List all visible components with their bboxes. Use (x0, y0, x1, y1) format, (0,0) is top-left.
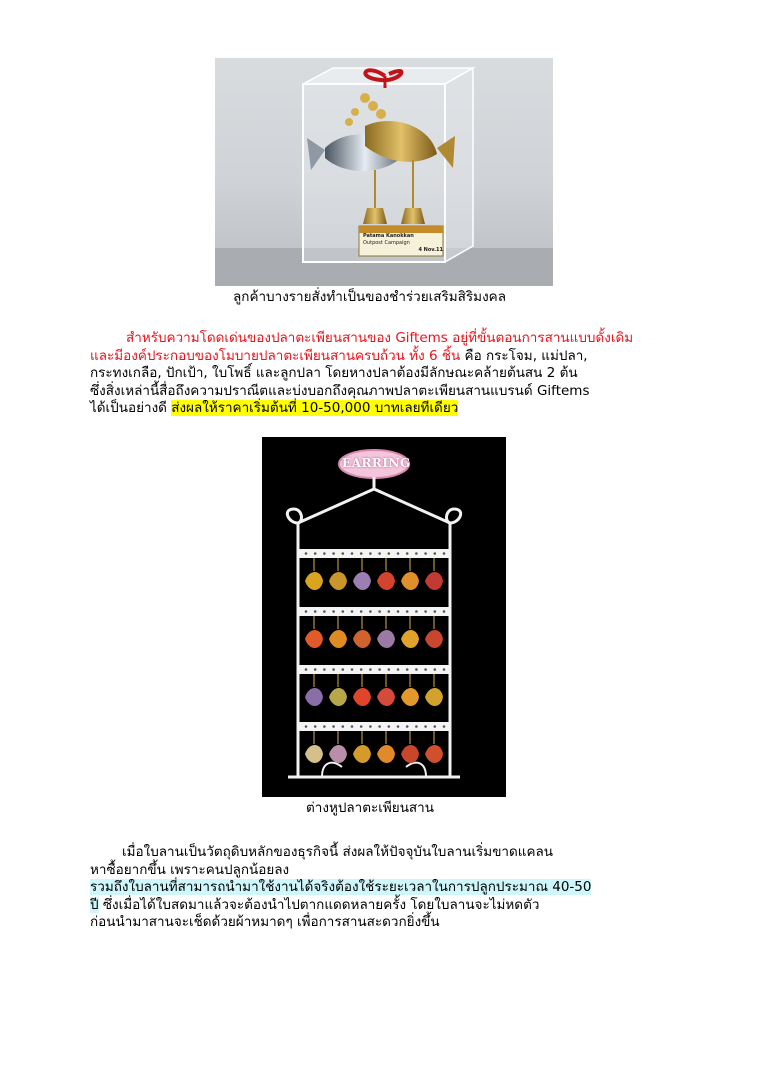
rack-hole (388, 668, 391, 671)
rack-hole (443, 610, 446, 613)
rack-hole (351, 668, 354, 671)
woven-fish-earring (305, 630, 323, 648)
rack-hole (360, 668, 363, 671)
rack-hole (406, 610, 409, 613)
para1-line2-black: คือ กระโจม, แม่ปลา, (460, 347, 588, 364)
woven-fish-earring (329, 745, 347, 763)
rack-hole (378, 610, 381, 613)
rack-hole (314, 668, 317, 671)
rack-hole (415, 552, 418, 555)
para2-line2: หาซื้อยากขึ้น เพราะคนปลูกน้อยลง (90, 861, 290, 878)
rack-hole (397, 668, 400, 671)
rack-hole (332, 668, 335, 671)
rack-hole (323, 725, 326, 728)
rack-earrings (305, 558, 443, 763)
rack-hole (369, 610, 372, 613)
rack-hole (434, 610, 437, 613)
gift-label-line: Patama Kanokkan (363, 233, 414, 239)
woven-fish-earring (401, 688, 419, 706)
rack-hole (388, 552, 391, 555)
rack-hole (342, 552, 345, 555)
woven-fish-earring (401, 745, 419, 763)
rack-hole (369, 668, 372, 671)
rack-hole (305, 610, 308, 613)
rack-hole (342, 725, 345, 728)
woven-fish-earring (353, 630, 371, 648)
woven-fish-earring (425, 688, 443, 706)
woven-fish-earring (377, 688, 395, 706)
rack-hole (397, 552, 400, 555)
rack-hole (305, 552, 308, 555)
paragraph-palm-leaf (90, 844, 591, 932)
rack-hole (378, 552, 381, 555)
para1-line3: กระทงเกลือ, ปักเป้า, ใบโพธิ์ และลูกปลา โดยหางปลาต้องมีลักษณะคล้ายต้นสน 2 ต้น (90, 365, 578, 382)
woven-fish-earring (305, 572, 323, 590)
rack-hole (378, 725, 381, 728)
earring-sign: EARRING (342, 456, 411, 470)
para2-line3 (90, 879, 591, 897)
rack-hole (323, 668, 326, 671)
rack-hole (342, 610, 345, 613)
rack-hole (406, 668, 409, 671)
rack-hole (351, 725, 354, 728)
rack-hole (360, 725, 363, 728)
gift-box-label (363, 233, 443, 254)
rack-hole (424, 668, 427, 671)
woven-fish-earring (353, 572, 371, 590)
woven-fish-earring (377, 630, 395, 648)
rack-hole (314, 610, 317, 613)
para1-line5 (90, 400, 633, 418)
rack-hole (424, 552, 427, 555)
rack-hole (424, 725, 427, 728)
rack-hole (360, 610, 363, 613)
woven-fish-earring (377, 572, 395, 590)
rack-hole (342, 668, 345, 671)
rack-shelf (298, 549, 450, 558)
para2-line1: เมื่อใบลานเป็นวัตถุดิบหลักของธุรกิจนี้ ส่งผลให้ปัจจุบันใบลานเริ่มขาดแคลน (122, 844, 554, 860)
rack-hole (360, 552, 363, 555)
paragraph-giftems-features (90, 330, 633, 418)
rack-hole (323, 552, 326, 555)
rack-hole (415, 610, 418, 613)
woven-fish-earring (353, 745, 371, 763)
rack-hole (369, 725, 372, 728)
rack-hole (332, 552, 335, 555)
rack-shelf (298, 722, 450, 731)
rack-hole (443, 668, 446, 671)
rack-hole (351, 610, 354, 613)
rack-hole (305, 725, 308, 728)
para2-line4 (90, 897, 591, 915)
woven-fish-earring (425, 745, 443, 763)
rack-hole (378, 668, 381, 671)
gift-box-photo (215, 58, 553, 286)
para1-line1: สำหรับความโดดเด่นของปลาตะเพียนสานของ Giftems อยู่ที่ขั้นตอนการสานแบบดั้งเดิม (126, 330, 634, 346)
woven-fish-earring (425, 630, 443, 648)
rack-shelf (298, 607, 450, 616)
price-highlight: ส่งผลให้ราคาเริ่มต้นที่ 10-50,000 บาทเลยทีเดียว (171, 400, 459, 417)
earring-rack-illustration (262, 437, 506, 797)
rack-shelf (298, 665, 450, 674)
para2-line4-black: ซึ่งเมื่อได้ใบสดมาแล้วจะต้องนำไปตากแดดหลายครั้ง โดยใบลานจะไม่หดตัว (98, 896, 540, 913)
rack-hole (332, 725, 335, 728)
gift-label-line: Outpost Campaign (363, 240, 410, 246)
rack-hole (406, 552, 409, 555)
rack-hole (434, 725, 437, 728)
rack-hole (323, 610, 326, 613)
earring-rack-photo (262, 437, 506, 797)
woven-fish-earring (329, 688, 347, 706)
woven-fish-earring (401, 630, 419, 648)
para1-line2-red: และมีองค์ประกอบของโมบายปลาตะเพียนสานครบถ้วน ทั้ง 6 ชิ้น (90, 347, 461, 364)
woven-fish-earring (353, 688, 371, 706)
rack-hole (397, 725, 400, 728)
woven-fish-earring (425, 572, 443, 590)
earring-rack-caption: ต่างหูปลาตะเพียนสาน (306, 800, 434, 816)
rack-hole (415, 668, 418, 671)
rack-hole (406, 725, 409, 728)
rack-hole (351, 552, 354, 555)
para1-line5-black: ได้เป็นอย่างดี (90, 400, 172, 417)
rack-hole (443, 552, 446, 555)
rack-hole (443, 725, 446, 728)
rack-hole (434, 668, 437, 671)
gift-box-caption: ลูกค้าบางรายสั่งทำเป็นของชำร่วยเสริมสิริมงคล (233, 289, 506, 305)
para1-line4: ซึ่งสิ่งเหล่านี้สื่อถึงความปราณีตและบ่งบอกถึงคุณภาพปลาตะเพียนสานแบรนด์ Giftems (90, 382, 590, 399)
rack-hole (305, 668, 308, 671)
rack-hole (415, 725, 418, 728)
rack-hole (314, 552, 317, 555)
para2-line4-highlight: ปี (90, 896, 99, 913)
para2-line5: ก่อนนำมาสานจะเช็ดด้วยผ้าหมาดๆ เพื่อการสานสะดวกยิ่งขึ้น (90, 914, 440, 931)
woven-fish-earring (329, 572, 347, 590)
woven-fish-earring (305, 745, 323, 763)
rack-hole (424, 610, 427, 613)
rack-hole (332, 610, 335, 613)
rack-hole (397, 610, 400, 613)
para2-line3-highlight: รวมถึงใบลานที่สามารถนำมาใช้งานได้จริงต้องใช้ระยะเวลาในการปลูกประมาณ 40-50 (90, 879, 592, 896)
rack-hole (388, 610, 391, 613)
gift-label-line: 4 Nov.11 (418, 247, 443, 253)
rack-hole (314, 725, 317, 728)
rack-hole (369, 552, 372, 555)
woven-fish-earring (329, 630, 347, 648)
para1-line2 (90, 348, 633, 366)
woven-fish-earring (305, 688, 323, 706)
woven-fish-earring (401, 572, 419, 590)
woven-fish-earring (377, 745, 395, 763)
rack-hole (434, 552, 437, 555)
rack-hole (388, 725, 391, 728)
